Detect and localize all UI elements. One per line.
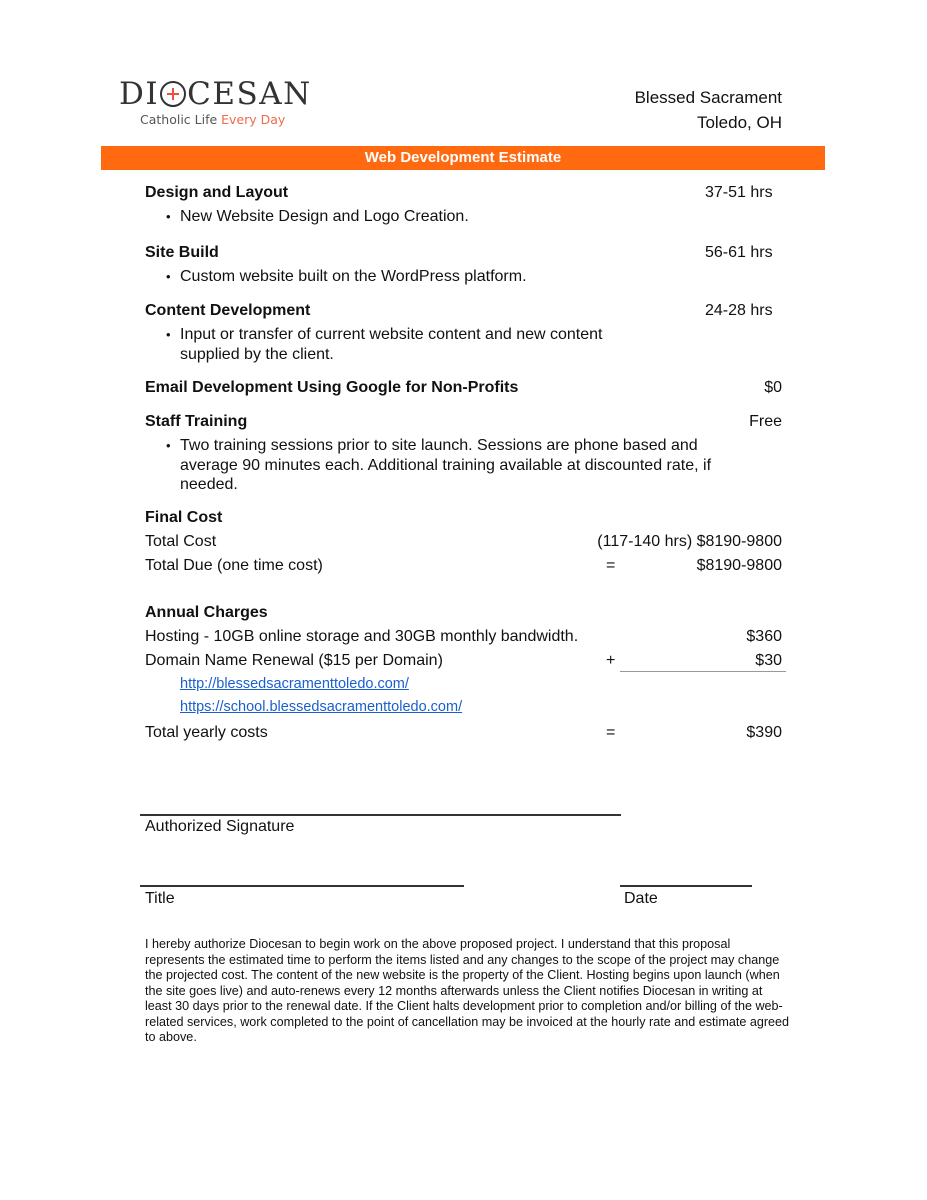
item-title: Staff Training bbox=[145, 413, 248, 430]
item-price: Free bbox=[749, 413, 782, 430]
item-staff-training bbox=[145, 412, 782, 432]
domain-link-school[interactable]: https://school.blessedsacramenttoledo.com/ bbox=[180, 699, 463, 715]
total-cost-value: (117-140 hrs) $8190-9800 bbox=[597, 533, 782, 550]
client-location: Toledo, OH bbox=[696, 113, 782, 132]
item-bullet: • Input or transfer of current website content and new content supplied by the client. bbox=[180, 325, 620, 364]
authorized-signature-line[interactable] bbox=[140, 814, 621, 816]
tagline-plain: Catholic Life bbox=[140, 112, 222, 127]
hosting-label: Hosting - 10GB online storage and 30GB monthly bandwidth. bbox=[145, 628, 579, 645]
total-due-label: Total Due (one time cost) bbox=[145, 557, 323, 574]
total-due-value: $8190-9800 bbox=[696, 557, 782, 574]
item-title: Content Development bbox=[145, 302, 311, 319]
logo-tagline bbox=[140, 112, 285, 127]
annual-charges-heading: Annual Charges bbox=[145, 604, 268, 621]
item-site-build bbox=[145, 243, 782, 263]
item-email-development bbox=[145, 378, 782, 398]
item-price: $0 bbox=[764, 379, 782, 396]
total-yearly-value: $390 bbox=[746, 724, 782, 741]
item-hours: 56-61 hrs bbox=[705, 244, 773, 261]
item-content-development bbox=[145, 301, 782, 321]
date-line[interactable] bbox=[620, 885, 752, 887]
item-title: Site Build bbox=[145, 244, 219, 261]
tagline-accent: Every Day bbox=[221, 112, 286, 127]
client-name: Blessed Sacrament bbox=[634, 88, 782, 107]
item-title: Email Development Using Google for Non-Profits bbox=[145, 379, 519, 396]
estimate-banner: Web Development Estimate bbox=[101, 146, 825, 170]
authorization-terms: I hereby authorize Diocesan to begin work on the above proposed project. I understand that this proposal represents the estimated time to perform the items listed and any changes to the scope of the project may change the projected cost. The content of the new website is the property of the Client. Hosting begins upon launch (when the site goes live) and auto-renews every 12 months afterwards unless the Client notifies Diocesan in writing at least 30 days prior to the renewal date. If the Client halts development prior to completion and/or billing of the web-related services, work completed to the point of cancellation may be invoiced at the hourly rate and estimate agreed to above. bbox=[145, 937, 790, 1044]
equals-sign: = bbox=[606, 724, 616, 741]
item-bullet: • Custom website built on the WordPress platform. bbox=[180, 267, 740, 287]
item-bullet: • New Website Design and Logo Creation. bbox=[180, 207, 740, 227]
sum-divider bbox=[620, 671, 786, 672]
domain-link-main[interactable]: http://blessedsacramenttoledo.com/ bbox=[180, 676, 409, 692]
logo-text-end: CESAN bbox=[187, 76, 312, 112]
cross-circle-icon bbox=[160, 81, 186, 107]
total-yearly-row bbox=[145, 723, 782, 743]
logo-text-start: DI bbox=[119, 76, 160, 112]
hosting-value: $360 bbox=[746, 628, 782, 645]
item-hours: 24-28 hrs bbox=[705, 302, 773, 319]
item-hours: 37-51 hrs bbox=[705, 184, 773, 201]
domain-label: Domain Name Renewal ($15 per Domain) bbox=[145, 652, 443, 669]
domain-value: $30 bbox=[755, 652, 782, 669]
title-label: Title bbox=[145, 890, 175, 907]
item-design-layout bbox=[145, 183, 782, 203]
authorized-signature-label: Authorized Signature bbox=[145, 818, 295, 835]
title-line[interactable] bbox=[140, 885, 464, 887]
final-cost-heading: Final Cost bbox=[145, 509, 223, 526]
domain-row bbox=[145, 651, 782, 671]
total-cost-label: Total Cost bbox=[145, 533, 217, 550]
total-yearly-label: Total yearly costs bbox=[145, 724, 268, 741]
diocesan-logo bbox=[119, 76, 312, 112]
client-block bbox=[635, 85, 782, 135]
item-bullet: • Two training sessions prior to site launch. Sessions are phone based and average 90 minutes each. Additional training available at discounted rate, if needed. bbox=[180, 436, 735, 495]
item-title: Design and Layout bbox=[145, 184, 289, 201]
plus-sign: + bbox=[606, 652, 616, 669]
date-label: Date bbox=[624, 890, 658, 907]
total-due-row bbox=[145, 556, 782, 576]
hosting-row bbox=[145, 627, 782, 647]
total-cost-row bbox=[145, 532, 782, 552]
equals-sign: = bbox=[606, 557, 616, 574]
